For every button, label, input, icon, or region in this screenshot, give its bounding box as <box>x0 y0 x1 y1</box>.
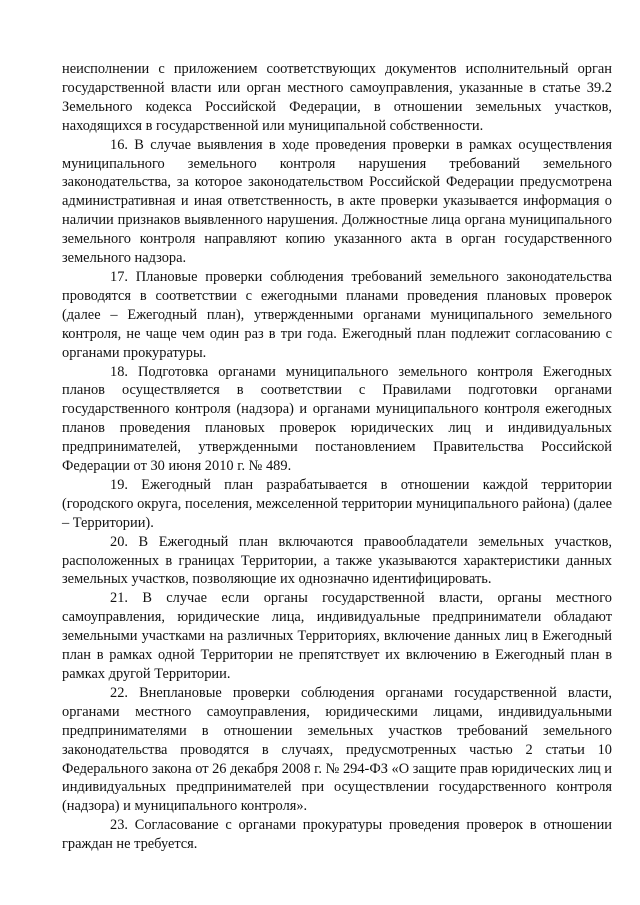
paragraph-21: 21. В случае если органы государственной власти, органы местного самоуправления, юридические лица, индивидуальные предприниматели обладают земельными участками на различных Территориях, включение данных лиц в Ежегодный план в рамках одной Территории не препятствует их включению в Ежегодный план в рамках другой Территории. <box>62 590 612 682</box>
paragraph-continuation: неисполнении с приложением соответствующих документов исполнительный орган государственной власти или орган местного самоуправления, указанные в статье 39.2 Земельного кодекса Российской Федерации, в отношении земельных участков, находящихся в государственной или муниципальной собственности. <box>62 61 612 134</box>
paragraph-23: 23. Согласование с органами прокуратуры проведения проверок в отношении граждан не требуется. <box>62 817 612 853</box>
paragraph-22: 22. Внеплановые проверки соблюдения органами государственной власти, органами местного самоуправления, юридическими лицами, индивидуальными предпринимателями в отношении земельных участков требований земельного законодательства проводятся в случаях, предусмотренных частью 2 статьи 10 Федерального закона от 26 декабря 2008 г. № 294-ФЗ «О защите прав юридических лиц и индивидуальных предпринимателей при осуществлении государственного контроля (надзора) и муниципального контроля». <box>62 684 612 815</box>
document-page <box>62 60 612 854</box>
paragraph-18: 18. Подготовка органами муниципального земельного контроля Ежегодных планов осуществляется в соответствии с Правилами подготовки органами государственного контроля (надзора) и органами муниципального контроля ежегодных планов проведения плановых проверок юридических лиц и индивидуальных предпринимателей, утвержденными постановлением Правительства Российской Федерации от 30 июня 2010 г. № 489. <box>62 363 612 475</box>
paragraph-16: 16. В случае выявления в ходе проведения проверки в рамках осуществления муниципального земельного контроля нарушения требований земельного законодательства, за которое законодательством Российской Федерации предусмотрена административная и иная ответственность, в акте проверки указывается информация о наличии признаков выявленного нарушения. Должностные лица органа муниципального земельного контроля направляют копию указанного акта в орган государственного земельного надзора. <box>62 136 612 267</box>
paragraph-17: 17. Плановые проверки соблюдения требований земельного законодательства проводятся в соответствии с ежегодными планами проведения плановых проверок (далее – Ежегодный план), утвержденными органами муниципального земельного контроля, не чаще чем один раз в три года. Ежегодный план подлежит согласованию с органами прокуратуры. <box>62 268 612 361</box>
paragraph-20: 20. В Ежегодный план включаются правообладатели земельных участков, расположенных в границах Территории, а также указываются характеристики данных земельных участков, позволяющие их однозначно идентифицировать. <box>62 533 612 588</box>
paragraph-19: 19. Ежегодный план разрабатывается в отношении каждой территории (городского округа, поселения, межселенной территории муниципального района) (далее – Территории). <box>62 476 612 531</box>
